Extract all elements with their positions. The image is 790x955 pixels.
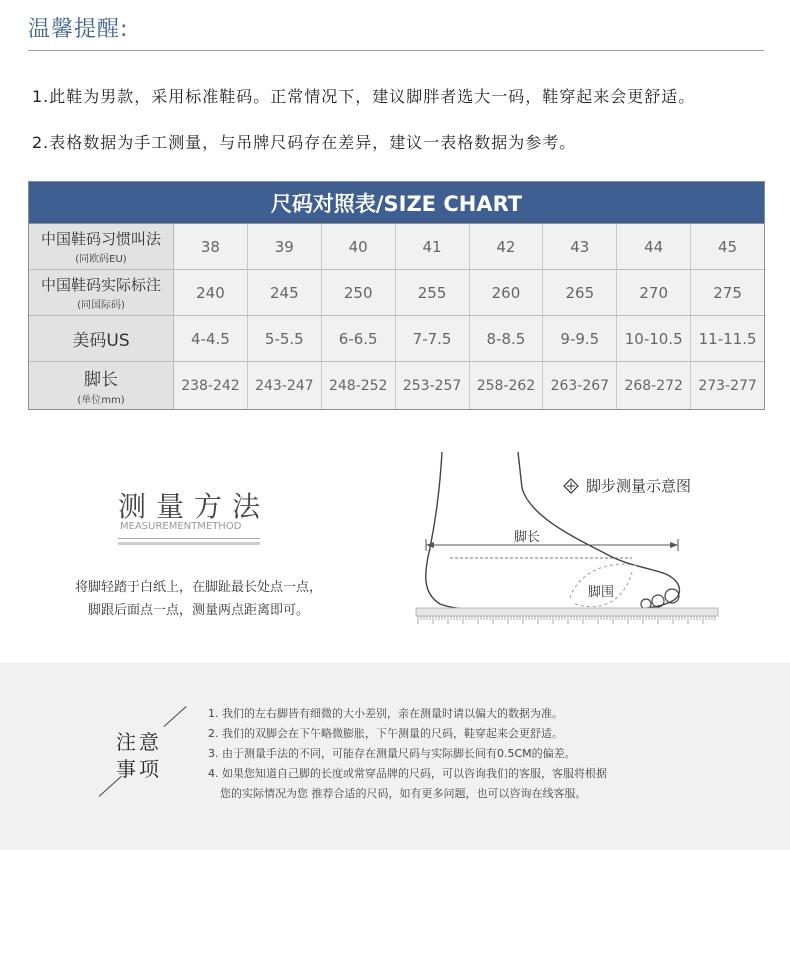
table-cell: 43 [543, 224, 617, 269]
table-cell: 40 [322, 224, 396, 269]
table-cell: 4-4.5 [174, 316, 248, 361]
foot-length-label: 脚长 [514, 530, 541, 545]
list-item: 3. 由于测量手法的不同，可能存在测量尺码与实际脚长间有0.5CM的偏差。 [208, 747, 576, 760]
table-cell: 41 [396, 224, 470, 269]
notice-label: 注意事项 [116, 730, 162, 781]
row-label [29, 224, 174, 269]
row-label [29, 270, 174, 315]
method-title: 测量方法 [118, 490, 271, 523]
table-cell: 253-257 [396, 362, 470, 409]
row-label-text: 中国鞋码习惯叫法 [40, 230, 161, 248]
diagram-title [563, 475, 691, 496]
row-sublabel-text: (单位mm) [77, 395, 125, 406]
table-cell: 45 [718, 237, 738, 256]
table-cell: 255 [396, 270, 470, 315]
list-item: 1. 我们的左右脚皆有细微的大小差别，亲在测量时请以偏大的数据为准。 [208, 707, 563, 720]
table-cell: 8-8.5 [470, 316, 544, 361]
table-cell: 275 [713, 283, 742, 302]
method-divider [118, 538, 260, 539]
table-cell: 10-10.5 [617, 316, 691, 361]
size-chart-table [28, 181, 765, 410]
table-cell: 44 [617, 224, 691, 269]
ruler-ticks [418, 616, 715, 624]
title-divider [28, 50, 764, 51]
table-cell: 238-242 [174, 362, 248, 409]
method-subtitle: MEASUREMENTMETHOD [120, 521, 242, 532]
method-description-2: 脚跟后面点一点，测量两点距离即可。 [87, 603, 309, 618]
foot-girth-label: 脚围 [588, 585, 615, 600]
row-label-text: 美码US [72, 331, 130, 351]
table-cell: 6-6.5 [322, 316, 396, 361]
diagram-title-text: 脚步测量示意图 [586, 477, 692, 495]
list-item: 2. 我们的双脚会在下午略微膨胀，下午测量的尺码，鞋穿起来会更舒适。 [208, 727, 563, 740]
table-row [29, 362, 764, 409]
toe-icon [641, 599, 651, 609]
arrow-right-icon [670, 542, 678, 548]
row-sublabel-text: (同欧码EU) [75, 254, 127, 265]
table-row [29, 270, 764, 316]
table-row [29, 224, 764, 270]
table-cell: 240 [174, 270, 248, 315]
list-item: 4. 如果您知道自己脚的长度或常穿品牌的尺码，可以咨询我们的客服，客服将根据 [208, 767, 607, 780]
table-cell: 11-11.5 [698, 329, 757, 348]
row-sublabel-text: (同国际码) [77, 300, 125, 311]
list-item: 您的实际情况为您 推荐合适的尺码，如有更多问题，也可以咨询在线客服。 [220, 787, 587, 800]
table-cell: 248-252 [322, 362, 396, 409]
size-chart-title: 尺码对照表/SIZE CHART [29, 182, 764, 224]
row-label [29, 316, 174, 361]
row-label-text: 脚长 [84, 370, 118, 390]
table-cell: 273-277 [698, 377, 757, 394]
notice-list [208, 704, 607, 804]
table-row [29, 316, 764, 362]
ruler [416, 608, 718, 616]
reminder-title: 温馨提醒: [28, 17, 129, 42]
table-cell: 38 [174, 224, 248, 269]
reminder-note-1: 1.此鞋为男款，采用标准鞋码。正常情况下，建议脚胖者选大一码，鞋穿起来会更舒适。 [32, 87, 696, 106]
table-cell: 243-247 [248, 362, 322, 409]
toe-icon [652, 595, 664, 607]
row-label-text: 中国鞋码实际标注 [40, 276, 161, 294]
table-cell: 9-9.5 [543, 316, 617, 361]
table-cell: 245 [248, 270, 322, 315]
table-cell: 42 [470, 224, 544, 269]
table-cell: 260 [470, 270, 544, 315]
table-cell: 7-7.5 [396, 316, 470, 361]
table-cell: 5-5.5 [248, 316, 322, 361]
method-description-1: 将脚轻踏于白纸上，在脚趾最长处点一点， [74, 580, 322, 595]
table-cell: 263-267 [543, 362, 617, 409]
table-cell: 258-262 [470, 362, 544, 409]
crosshair-diamond-icon [563, 478, 579, 494]
table-cell: 268-272 [617, 362, 691, 409]
table-cell: 250 [322, 270, 396, 315]
row-label [29, 362, 174, 409]
reminder-note-2: 2.表格数据为手工测量，与吊牌尺码存在差异，建议一表格数据为参考。 [32, 133, 577, 152]
table-cell: 265 [543, 270, 617, 315]
table-cell: 39 [248, 224, 322, 269]
table-cell: 270 [617, 270, 691, 315]
method-divider-bar [118, 542, 260, 545]
